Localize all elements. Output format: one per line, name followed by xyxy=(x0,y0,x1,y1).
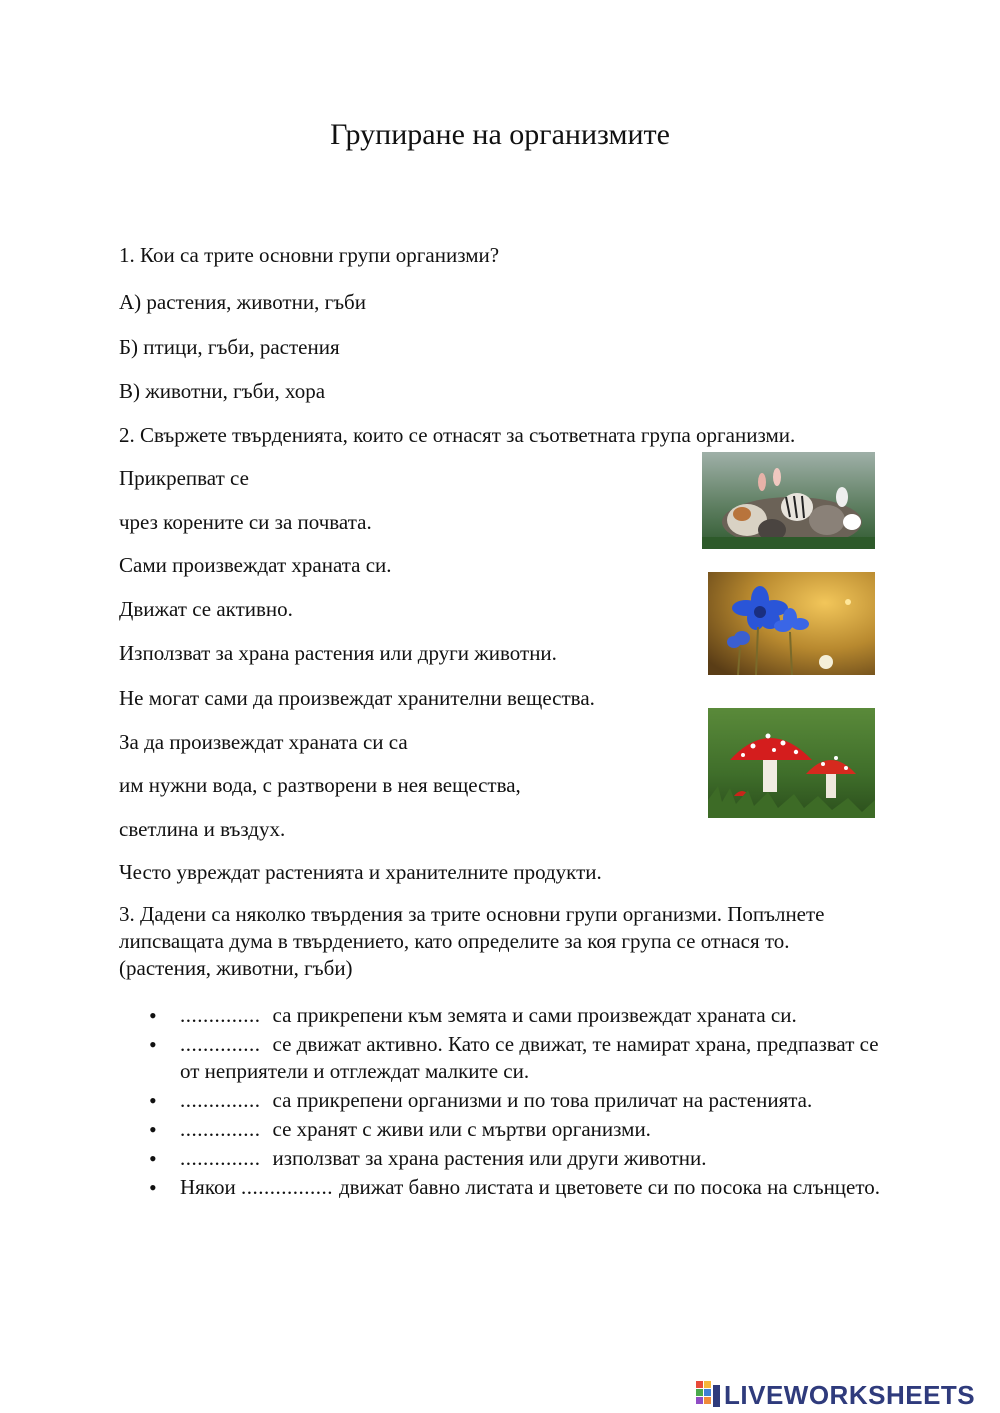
mushrooms-image[interactable] xyxy=(708,708,875,818)
list-item xyxy=(145,1087,885,1114)
animals-illustration xyxy=(702,452,875,549)
list-item-text: се движат активно. Като се движат, те намират храна, предпазват се от неприятели и отглеждат малките си. xyxy=(180,1032,879,1083)
blue-flowers-illustration xyxy=(708,572,875,675)
q1-option-a: А) растения, животни, гъби xyxy=(119,290,366,314)
q2-statement: чрез корените си за почвата. xyxy=(119,510,372,534)
q2-statement: Използват за храна растения или други животни. xyxy=(119,641,557,665)
question-1: 1. Кои са трите основни групи организми? xyxy=(119,243,500,267)
flowers-image[interactable] xyxy=(708,572,875,675)
list-item-text: се хранят с живи или с мъртви организми. xyxy=(272,1117,651,1141)
q2-statement: За да произвеждат храната си са xyxy=(119,730,408,754)
list-item xyxy=(145,1031,885,1085)
q2-statement: Прикрепват се xyxy=(119,466,249,490)
fill-in-blank[interactable]: ................ xyxy=(240,1175,333,1199)
fill-in-blank[interactable]: .............. xyxy=(180,1032,261,1056)
q2-statement: им нужни вода, с разтворени в нея вещества, xyxy=(119,773,521,797)
animals-image[interactable] xyxy=(702,452,875,549)
question-2: 2. Свържете твърденията, които се отнасят за съответната група организми. xyxy=(119,423,796,447)
list-item-text: са прикрепени организми и по това приличат на растенията. xyxy=(272,1088,813,1112)
q2-statement: Сами произвеждат храната си. xyxy=(119,553,392,577)
list-item-text: използват за храна растения или други животни. xyxy=(272,1146,707,1170)
q2-statement: Не могат сами да произвеждат хранителни вещества. xyxy=(119,686,595,710)
question-3-intro: 3. Дадени са няколко твърдения за трите основни групи организми. Попълнете липсващата дума в твърдението, като определите за коя група се отнася то. (растения, животни, гъби) xyxy=(119,902,825,980)
list-item xyxy=(145,1145,885,1172)
fill-in-blank[interactable]: .............. xyxy=(180,1088,261,1112)
q1-option-c: В) животни, гъби, хора xyxy=(119,379,326,403)
fill-in-blank[interactable]: .............. xyxy=(180,1146,261,1170)
list-item-prefix: Някои xyxy=(180,1175,236,1199)
fill-in-blank[interactable]: .............. xyxy=(180,1117,261,1141)
liveworksheets-logo-icon xyxy=(696,1381,722,1409)
liveworksheets-logo xyxy=(696,1380,975,1410)
list-item xyxy=(145,1174,885,1201)
list-item xyxy=(145,1116,885,1143)
list-item xyxy=(145,1002,885,1029)
logo-text: LIVEWORKSHEETS xyxy=(724,1379,976,1410)
q2-statement: светлина и въздух. xyxy=(119,817,286,841)
list-item-text: са прикрепени към земята и сами произвеждат храната си. xyxy=(272,1003,797,1027)
q3-fill-in-list xyxy=(145,1002,885,1203)
q2-statement: Движат се активно. xyxy=(119,597,293,621)
mushrooms-illustration xyxy=(708,708,875,818)
q2-statement: Често увреждат растенията и хранителните продукти. xyxy=(119,860,602,884)
list-item-text: движат бавно листата и цветовете си по посока на слънцето. xyxy=(338,1175,881,1199)
q1-option-b: Б) птици, гъби, растения xyxy=(119,335,340,359)
fill-in-blank[interactable]: .............. xyxy=(180,1003,261,1027)
page-title: Групиране на организмите xyxy=(330,118,670,151)
